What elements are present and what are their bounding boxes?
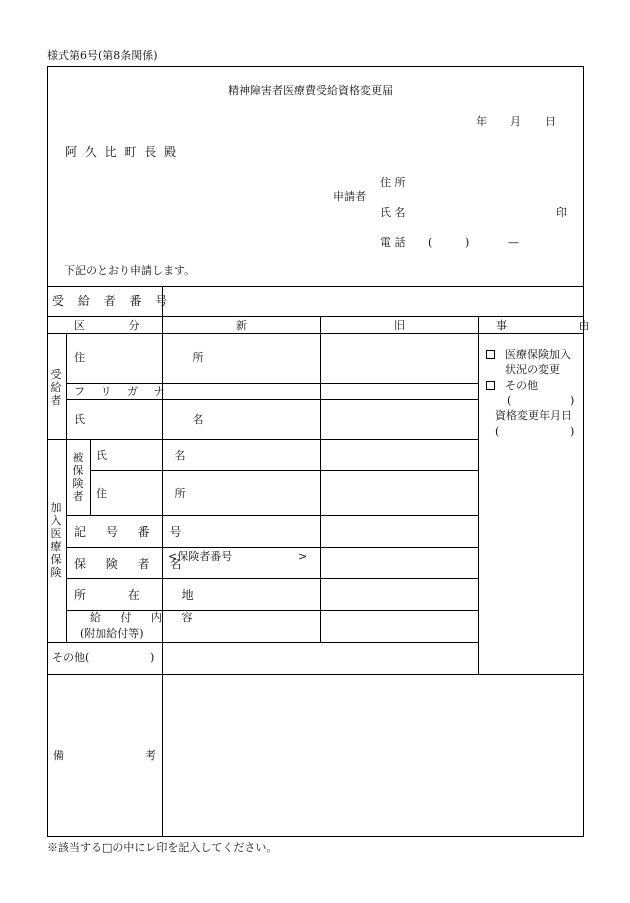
line-insured-col <box>90 439 91 515</box>
insured-name-label: 氏 名 <box>96 449 218 462</box>
applicant-name-label: 氏 名 <box>380 206 406 219</box>
other-label-close: ) <box>150 651 155 664</box>
furigana-label: フ リ ガ ナ <box>74 385 171 398</box>
date-month[interactable]: 月 <box>510 115 521 128</box>
new-name-input[interactable] <box>163 400 320 439</box>
insurer-number-close: > <box>298 550 308 563</box>
remarks-input[interactable] <box>163 675 583 836</box>
recipient-group-label: 受給者 <box>50 368 62 407</box>
date-day[interactable]: 日 <box>545 115 556 128</box>
form-number: 様式第6号(第8条関係) <box>47 49 158 62</box>
change-date-label: 資格変更年月日 <box>495 409 572 422</box>
line-insurer-end <box>66 578 478 579</box>
location-label: 所 在 地 <box>74 588 213 602</box>
reason-item1-line1: 医療保険加入 <box>505 348 571 361</box>
line-address-furigana <box>66 383 478 384</box>
remarks-label-right: 考 <box>145 749 156 762</box>
applicant-label: 申請者 <box>333 190 366 203</box>
line-insured-name-address <box>90 470 478 471</box>
intro-text: 下記のとおり申請します。 <box>64 264 196 277</box>
phone-open: ( <box>428 236 433 249</box>
line-header-top <box>47 316 584 317</box>
old-address-input[interactable] <box>321 334 478 383</box>
col-reason: 事 由 <box>496 319 624 332</box>
benefit-label-line1: 給 付 内 容 <box>90 611 201 624</box>
old-name-input[interactable] <box>321 400 478 439</box>
line-group-col <box>66 333 67 642</box>
checkbox-insurance-change[interactable] <box>486 350 495 359</box>
recipient-address-label: 住 所 <box>74 351 256 364</box>
line-insured-end <box>66 515 478 516</box>
col-category: 区 分 <box>74 319 160 332</box>
recipient-number-label: 受 給 者 番 号 <box>52 294 173 308</box>
remarks-label-left: 備 <box>53 749 64 762</box>
seal-mark: 印 <box>556 206 567 219</box>
recipient-name-label: 氏 名 <box>74 413 256 426</box>
change-date-open: ( <box>495 425 500 438</box>
insured-group-label: 被保険者 <box>72 451 84 503</box>
checkbox-other[interactable] <box>486 381 495 390</box>
line-benefit-end <box>47 642 478 643</box>
phone-dash: — <box>508 236 519 249</box>
new-address-input[interactable] <box>163 334 320 383</box>
other-label: その他( <box>52 651 90 664</box>
line-old-reason <box>478 316 479 674</box>
form-title: 精神障害者医療費受給資格変更届 <box>228 84 393 97</box>
line-symbol-end <box>66 547 478 548</box>
col-new: 新 <box>236 319 247 332</box>
phone-close: ) <box>465 236 470 249</box>
reason-item-insurance[interactable] <box>486 349 571 360</box>
change-date-close: ) <box>570 425 575 438</box>
line-recipient-end <box>47 439 478 440</box>
reason-item2-label: その他 <box>505 379 538 392</box>
date-year[interactable]: 年 <box>476 115 487 128</box>
applicant-phone-label: 電 話 <box>380 236 406 249</box>
reason-item-other[interactable] <box>486 380 538 391</box>
benefit-label-line2: (附加給付等) <box>80 627 144 640</box>
insurer-name-label: 保 険 者 名 <box>74 557 190 571</box>
recipient-number-input[interactable] <box>163 287 583 316</box>
reason-item2-close: ) <box>570 394 575 407</box>
reason-item2-open: ( <box>507 394 512 407</box>
col-old: 旧 <box>394 319 405 332</box>
footnote: ※該当する□の中にレ印を記入してください。 <box>47 841 278 854</box>
insurer-number-open: <保険者番号 <box>168 550 233 563</box>
symbol-number-label: 記 号 番 号 <box>74 525 190 539</box>
insurance-group-label: 加入医療保険 <box>50 501 62 579</box>
applicant-address-label: 住 所 <box>380 176 406 189</box>
insured-address-label: 住 所 <box>96 487 218 500</box>
addressee: 阿 久 比 町 長 殿 <box>65 145 179 159</box>
reason-item1-line2: 状況の変更 <box>505 363 560 376</box>
